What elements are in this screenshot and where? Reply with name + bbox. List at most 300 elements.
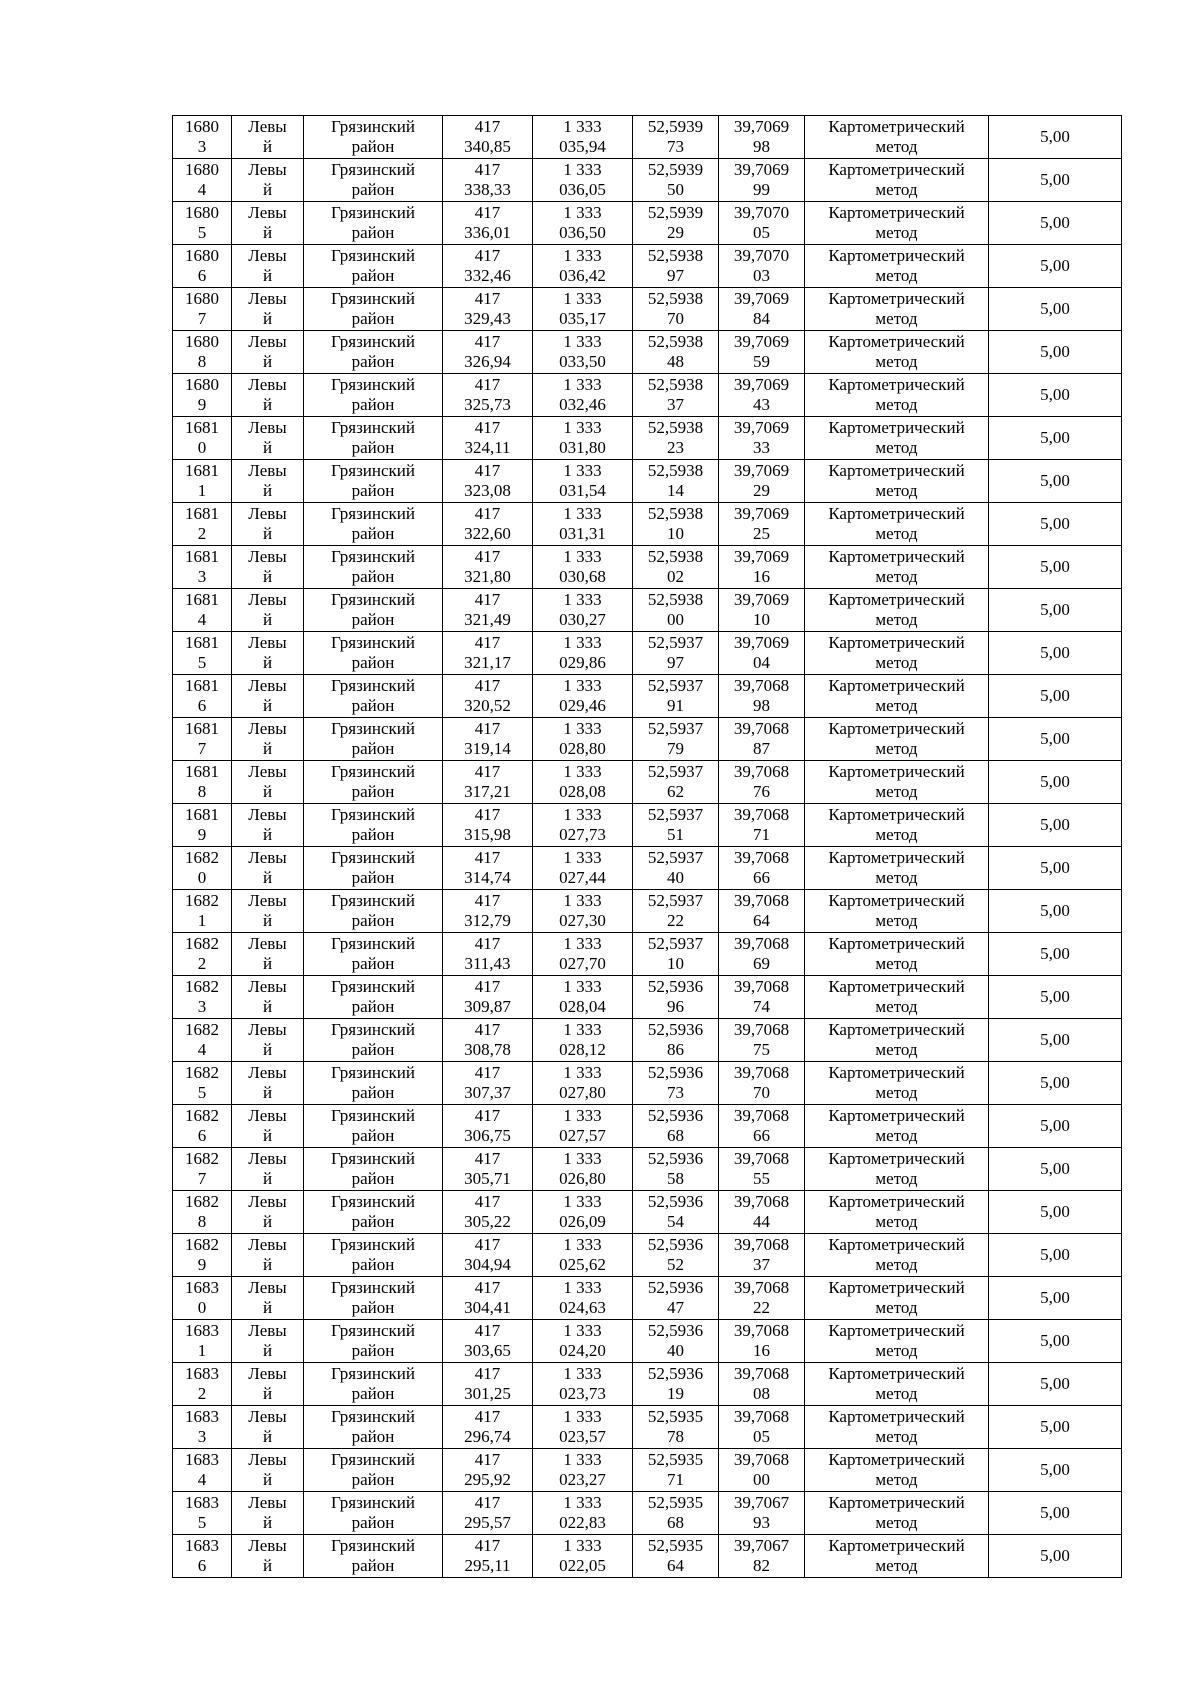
bank-side-cell-line-2: й — [262, 1341, 273, 1360]
point-number-cell-line-2: 7 — [197, 739, 207, 758]
latitude-cell-line-2: 54 — [667, 1212, 684, 1231]
point-number-cell-line-1: 1681 — [185, 461, 219, 480]
latitude-cell-line-1: 52,5938 — [647, 504, 704, 523]
district-cell-line-2: район — [351, 1298, 395, 1317]
y-coordinate-cell — [533, 847, 633, 890]
longitude-cell-line-1: 39,7068 — [733, 934, 790, 953]
point-number-cell-line-1: 1680 — [185, 117, 219, 136]
bank-side-cell-line-2: й — [262, 1298, 273, 1317]
method-cell-line-1: Картометрический — [828, 1536, 965, 1555]
accuracy-cell: 5,00 — [989, 417, 1122, 460]
bank-side-cell — [232, 1320, 304, 1363]
district-cell — [304, 890, 443, 933]
point-number-cell — [173, 847, 232, 890]
district-cell — [304, 546, 443, 589]
x-coordinate-cell-line-1: 417 — [474, 203, 501, 222]
latitude-cell-line-2: 23 — [667, 438, 684, 457]
x-coordinate-cell-line-1: 417 — [474, 160, 501, 179]
latitude-cell — [633, 159, 719, 202]
latitude-cell-line-2: 73 — [667, 137, 684, 156]
latitude-cell-line-1: 52,5938 — [647, 246, 704, 265]
x-coordinate-cell — [443, 460, 533, 503]
latitude-cell — [633, 1277, 719, 1320]
district-cell — [304, 1191, 443, 1234]
latitude-cell-line-1: 52,5938 — [647, 461, 704, 480]
method-cell-line-1: Картометрический — [828, 1364, 965, 1383]
longitude-cell-line-2: 66 — [753, 868, 770, 887]
district-cell — [304, 460, 443, 503]
x-coordinate-cell-line-1: 417 — [474, 891, 501, 910]
latitude-cell — [633, 847, 719, 890]
point-number-cell-line-2: 1 — [197, 911, 207, 930]
y-coordinate-cell — [533, 675, 633, 718]
latitude-cell — [633, 546, 719, 589]
latitude-cell-line-1: 52,5936 — [647, 1278, 704, 1297]
district-cell-line-1: Грязинский — [331, 676, 415, 695]
district-cell — [304, 804, 443, 847]
longitude-cell — [719, 675, 805, 718]
district-cell-line-2: район — [351, 1083, 395, 1102]
latitude-cell-line-2: 50 — [667, 180, 684, 199]
district-cell — [304, 331, 443, 374]
method-cell-line-1: Картометрический — [828, 1235, 965, 1254]
y-coordinate-cell — [533, 202, 633, 245]
longitude-cell — [719, 503, 805, 546]
table-row — [173, 1449, 1122, 1492]
point-number-cell — [173, 632, 232, 675]
point-number-cell-line-2: 3 — [197, 137, 207, 156]
accuracy-cell: 5,00 — [989, 245, 1122, 288]
point-number-cell-line-1: 1681 — [185, 762, 219, 781]
point-number-cell-line-1: 1683 — [185, 1321, 219, 1340]
latitude-cell-line-2: 64 — [667, 1556, 684, 1575]
latitude-cell — [633, 1535, 719, 1578]
point-number-cell — [173, 1062, 232, 1105]
longitude-cell-line-1: 39,7069 — [733, 504, 790, 523]
x-coordinate-cell-line-2: 315,98 — [464, 825, 511, 844]
latitude-cell — [633, 1191, 719, 1234]
bank-side-cell-line-1: Левы — [248, 1020, 287, 1039]
method-cell-line-2: метод — [875, 1126, 918, 1145]
bank-side-cell-line-2: й — [262, 610, 273, 629]
district-cell-line-1: Грязинский — [331, 160, 415, 179]
bank-side-cell — [232, 374, 304, 417]
method-cell-line-1: Картометрический — [828, 1321, 965, 1340]
x-coordinate-cell-line-1: 417 — [474, 1192, 501, 1211]
x-coordinate-cell-line-2: 311,43 — [464, 954, 511, 973]
x-coordinate-cell-line-2: 329,43 — [464, 309, 511, 328]
y-coordinate-cell-line-1: 1 333 — [563, 375, 602, 394]
bank-side-cell-line-1: Левы — [248, 375, 287, 394]
accuracy-cell: 5,00 — [989, 1062, 1122, 1105]
method-cell-line-2: метод — [875, 1040, 918, 1059]
y-coordinate-cell — [533, 1535, 633, 1578]
longitude-cell — [719, 589, 805, 632]
longitude-cell-line-2: 82 — [753, 1556, 770, 1575]
latitude-cell-line-2: 02 — [667, 567, 684, 586]
point-number-cell-line-1: 1682 — [185, 1149, 219, 1168]
district-cell-line-2: район — [351, 567, 395, 586]
accuracy-cell: 5,00 — [989, 675, 1122, 718]
longitude-cell-line-2: 87 — [753, 739, 770, 758]
longitude-cell-line-1: 39,7068 — [733, 1450, 790, 1469]
longitude-cell — [719, 374, 805, 417]
longitude-cell-line-2: 03 — [753, 266, 770, 285]
table-row — [173, 1148, 1122, 1191]
x-coordinate-cell-line-1: 417 — [474, 676, 501, 695]
longitude-cell-line-2: 10 — [753, 610, 770, 629]
point-number-cell-line-1: 1681 — [185, 805, 219, 824]
point-number-cell-line-1: 1682 — [185, 1235, 219, 1254]
x-coordinate-cell-line-1: 417 — [474, 1450, 501, 1469]
point-number-cell — [173, 1406, 232, 1449]
method-cell — [805, 417, 989, 460]
latitude-cell-line-1: 52,5936 — [647, 1235, 704, 1254]
bank-side-cell-line-1: Левы — [248, 848, 287, 867]
table-row — [173, 503, 1122, 546]
bank-side-cell — [232, 1363, 304, 1406]
district-cell-line-1: Грязинский — [331, 246, 415, 265]
latitude-cell-line-1: 52,5938 — [647, 375, 704, 394]
latitude-cell — [633, 288, 719, 331]
table-row — [173, 1535, 1122, 1578]
longitude-cell-line-2: 08 — [753, 1384, 770, 1403]
point-number-cell — [173, 675, 232, 718]
y-coordinate-cell-line-1: 1 333 — [563, 891, 602, 910]
point-number-cell-line-2: 4 — [197, 1470, 207, 1489]
method-cell-line-2: метод — [875, 1384, 918, 1403]
point-number-cell-line-1: 1681 — [185, 504, 219, 523]
x-coordinate-cell-line-1: 417 — [474, 977, 501, 996]
district-cell — [304, 589, 443, 632]
longitude-cell-line-1: 39,7068 — [733, 848, 790, 867]
method-cell — [805, 675, 989, 718]
y-coordinate-cell-line-2: 028,80 — [559, 739, 606, 758]
point-number-cell — [173, 159, 232, 202]
method-cell-line-1: Картометрический — [828, 1149, 965, 1168]
point-number-cell-line-2: 9 — [197, 825, 207, 844]
table-row — [173, 1062, 1122, 1105]
latitude-cell-line-2: 68 — [667, 1513, 684, 1532]
latitude-cell-line-1: 52,5935 — [647, 1536, 704, 1555]
longitude-cell-line-1: 39,7069 — [733, 160, 790, 179]
bank-side-cell-line-2: й — [262, 481, 273, 500]
latitude-cell — [633, 632, 719, 675]
bank-side-cell-line-1: Левы — [248, 1536, 287, 1555]
point-number-cell-line-2: 0 — [197, 868, 207, 887]
x-coordinate-cell-line-1: 417 — [474, 1278, 501, 1297]
x-coordinate-cell-line-2: 306,75 — [464, 1126, 511, 1145]
longitude-cell — [719, 1105, 805, 1148]
method-cell — [805, 632, 989, 675]
longitude-cell-line-1: 39,7068 — [733, 977, 790, 996]
table-row — [173, 847, 1122, 890]
y-coordinate-cell-line-1: 1 333 — [563, 1020, 602, 1039]
longitude-cell-line-1: 39,7068 — [733, 1149, 790, 1168]
district-cell-line-1: Грязинский — [331, 1106, 415, 1125]
district-cell-line-1: Грязинский — [331, 590, 415, 609]
latitude-cell — [633, 460, 719, 503]
bank-side-cell-line-2: й — [262, 223, 273, 242]
y-coordinate-cell — [533, 1148, 633, 1191]
x-coordinate-cell-line-2: 295,92 — [464, 1470, 511, 1489]
method-cell-line-2: метод — [875, 1513, 918, 1532]
district-cell-line-1: Грязинский — [331, 1321, 415, 1340]
x-coordinate-cell-line-1: 417 — [474, 1321, 501, 1340]
method-cell-line-2: метод — [875, 395, 918, 414]
y-coordinate-cell-line-2: 028,12 — [559, 1040, 606, 1059]
method-cell-line-1: Картометрический — [828, 418, 965, 437]
bank-side-cell-line-2: й — [262, 438, 273, 457]
latitude-cell-line-2: 97 — [667, 653, 684, 672]
y-coordinate-cell-line-1: 1 333 — [563, 160, 602, 179]
method-cell — [805, 1406, 989, 1449]
y-coordinate-cell-line-2: 027,73 — [559, 825, 606, 844]
bank-side-cell-line-1: Левы — [248, 117, 287, 136]
method-cell-line-2: метод — [875, 739, 918, 758]
table-row — [173, 116, 1122, 159]
district-cell-line-1: Грязинский — [331, 117, 415, 136]
district-cell — [304, 374, 443, 417]
y-coordinate-cell-line-1: 1 333 — [563, 848, 602, 867]
point-number-cell-line-1: 1680 — [185, 246, 219, 265]
method-cell — [805, 718, 989, 761]
longitude-cell-line-2: 00 — [753, 1470, 770, 1489]
y-coordinate-cell-line-2: 030,27 — [559, 610, 606, 629]
accuracy-cell: 5,00 — [989, 1406, 1122, 1449]
point-number-cell — [173, 976, 232, 1019]
point-number-cell-line-2: 2 — [197, 954, 207, 973]
district-cell-line-2: район — [351, 653, 395, 672]
y-coordinate-cell-line-1: 1 333 — [563, 633, 602, 652]
longitude-cell-line-2: 16 — [753, 567, 770, 586]
y-coordinate-cell — [533, 1234, 633, 1277]
x-coordinate-cell-line-2: 295,57 — [464, 1513, 511, 1532]
point-number-cell-line-2: 8 — [197, 1212, 207, 1231]
bank-side-cell-line-2: й — [262, 1040, 273, 1059]
method-cell — [805, 245, 989, 288]
x-coordinate-cell-line-2: 307,37 — [464, 1083, 511, 1102]
longitude-cell — [719, 933, 805, 976]
point-number-cell-line-1: 1681 — [185, 418, 219, 437]
latitude-cell — [633, 417, 719, 460]
bank-side-cell — [232, 933, 304, 976]
method-cell — [805, 331, 989, 374]
y-coordinate-cell-line-1: 1 333 — [563, 805, 602, 824]
x-coordinate-cell — [443, 116, 533, 159]
bank-side-cell-line-2: й — [262, 1126, 273, 1145]
method-cell-line-2: метод — [875, 782, 918, 801]
x-coordinate-cell-line-2: 326,94 — [464, 352, 511, 371]
longitude-cell-line-2: 37 — [753, 1255, 770, 1274]
bank-side-cell-line-1: Левы — [248, 633, 287, 652]
method-cell-line-2: метод — [875, 1169, 918, 1188]
longitude-cell — [719, 288, 805, 331]
x-coordinate-cell-line-2: 308,78 — [464, 1040, 511, 1059]
latitude-cell-line-1: 52,5937 — [647, 891, 704, 910]
latitude-cell-line-1: 52,5935 — [647, 1493, 704, 1512]
x-coordinate-cell — [443, 159, 533, 202]
latitude-cell-line-2: 19 — [667, 1384, 684, 1403]
latitude-cell-line-2: 86 — [667, 1040, 684, 1059]
bank-side-cell — [232, 1062, 304, 1105]
district-cell — [304, 1234, 443, 1277]
x-coordinate-cell — [443, 288, 533, 331]
bank-side-cell-line-2: й — [262, 524, 273, 543]
point-number-cell — [173, 718, 232, 761]
method-cell-line-2: метод — [875, 696, 918, 715]
longitude-cell — [719, 417, 805, 460]
point-number-cell-line-1: 1681 — [185, 719, 219, 738]
district-cell-line-1: Грязинский — [331, 805, 415, 824]
point-number-cell — [173, 331, 232, 374]
district-cell — [304, 761, 443, 804]
bank-side-cell — [232, 202, 304, 245]
y-coordinate-cell — [533, 589, 633, 632]
accuracy-cell: 5,00 — [989, 761, 1122, 804]
method-cell-line-2: метод — [875, 997, 918, 1016]
y-coordinate-cell — [533, 417, 633, 460]
accuracy-cell: 5,00 — [989, 546, 1122, 589]
longitude-cell-line-2: 04 — [753, 653, 770, 672]
y-coordinate-cell-line-1: 1 333 — [563, 547, 602, 566]
longitude-cell-line-2: 05 — [753, 1427, 770, 1446]
bank-side-cell-line-2: й — [262, 825, 273, 844]
accuracy-cell: 5,00 — [989, 890, 1122, 933]
point-number-cell-line-1: 1682 — [185, 934, 219, 953]
district-cell-line-1: Грязинский — [331, 848, 415, 867]
bank-side-cell-line-1: Левы — [248, 203, 287, 222]
district-cell-line-2: район — [351, 868, 395, 887]
bank-side-cell-line-1: Левы — [248, 590, 287, 609]
bank-side-cell-line-2: й — [262, 395, 273, 414]
x-coordinate-cell-line-1: 417 — [474, 1106, 501, 1125]
x-coordinate-cell-line-2: 321,17 — [464, 653, 511, 672]
district-cell-line-2: район — [351, 954, 395, 973]
district-cell-line-1: Грязинский — [331, 762, 415, 781]
point-number-cell-line-1: 1681 — [185, 547, 219, 566]
method-cell — [805, 1449, 989, 1492]
longitude-cell-line-2: 64 — [753, 911, 770, 930]
bank-side-cell-line-1: Левы — [248, 676, 287, 695]
district-cell-line-1: Грязинский — [331, 461, 415, 480]
latitude-cell-line-2: 37 — [667, 395, 684, 414]
longitude-cell — [719, 1277, 805, 1320]
accuracy-cell: 5,00 — [989, 1105, 1122, 1148]
accuracy-cell: 5,00 — [989, 589, 1122, 632]
x-coordinate-cell — [443, 890, 533, 933]
point-number-cell-line-2: 3 — [197, 567, 207, 586]
latitude-cell-line-1: 52,5936 — [647, 1321, 704, 1340]
x-coordinate-cell-line-1: 417 — [474, 547, 501, 566]
x-coordinate-cell-line-1: 417 — [474, 1407, 501, 1426]
longitude-cell-line-1: 39,7069 — [733, 375, 790, 394]
point-number-cell — [173, 1148, 232, 1191]
latitude-cell — [633, 1492, 719, 1535]
point-number-cell — [173, 761, 232, 804]
y-coordinate-cell-line-2: 036,50 — [559, 223, 606, 242]
point-number-cell-line-2: 8 — [197, 352, 207, 371]
latitude-cell-line-1: 52,5939 — [647, 160, 704, 179]
y-coordinate-cell-line-1: 1 333 — [563, 1063, 602, 1082]
method-cell-line-1: Картометрический — [828, 1106, 965, 1125]
latitude-cell — [633, 503, 719, 546]
method-cell — [805, 1234, 989, 1277]
longitude-cell-line-1: 39,7068 — [733, 1235, 790, 1254]
x-coordinate-cell-line-2: 305,71 — [464, 1169, 511, 1188]
x-coordinate-cell-line-2: 336,01 — [464, 223, 511, 242]
table-row — [173, 374, 1122, 417]
district-cell-line-2: район — [351, 223, 395, 242]
method-cell-line-1: Картометрический — [828, 246, 965, 265]
bank-side-cell — [232, 675, 304, 718]
y-coordinate-cell-line-2: 036,42 — [559, 266, 606, 285]
y-coordinate-cell — [533, 632, 633, 675]
method-cell-line-1: Картометрический — [828, 203, 965, 222]
point-number-cell-line-2: 6 — [197, 266, 207, 285]
table-row — [173, 1363, 1122, 1406]
district-cell — [304, 245, 443, 288]
bank-side-cell-line-2: й — [262, 1083, 273, 1102]
table-row — [173, 1320, 1122, 1363]
bank-side-cell-line-1: Левы — [248, 160, 287, 179]
bank-side-cell — [232, 1406, 304, 1449]
y-coordinate-cell-line-2: 031,80 — [559, 438, 606, 457]
district-cell — [304, 503, 443, 546]
longitude-cell-line-2: 76 — [753, 782, 770, 801]
x-coordinate-cell-line-1: 417 — [474, 246, 501, 265]
accuracy-cell: 5,00 — [989, 331, 1122, 374]
bank-side-cell — [232, 460, 304, 503]
point-number-cell-line-2: 9 — [197, 1255, 207, 1274]
x-coordinate-cell — [443, 245, 533, 288]
accuracy-cell: 5,00 — [989, 159, 1122, 202]
y-coordinate-cell — [533, 890, 633, 933]
latitude-cell-line-2: 68 — [667, 1126, 684, 1145]
point-number-cell-line-2: 7 — [197, 309, 207, 328]
x-coordinate-cell-line-2: 296,74 — [464, 1427, 511, 1446]
longitude-cell — [719, 1535, 805, 1578]
longitude-cell-line-1: 39,7070 — [733, 246, 790, 265]
longitude-cell — [719, 1320, 805, 1363]
x-coordinate-cell-line-2: 314,74 — [464, 868, 511, 887]
point-number-cell — [173, 804, 232, 847]
x-coordinate-cell-line-1: 417 — [474, 1063, 501, 1082]
point-number-cell — [173, 374, 232, 417]
longitude-cell — [719, 1191, 805, 1234]
point-number-cell-line-1: 1682 — [185, 1063, 219, 1082]
y-coordinate-cell-line-2: 022,83 — [559, 1513, 606, 1532]
latitude-cell-line-1: 52,5936 — [647, 1063, 704, 1082]
bank-side-cell-line-2: й — [262, 266, 273, 285]
latitude-cell-line-2: 29 — [667, 223, 684, 242]
district-cell-line-1: Грязинский — [331, 1407, 415, 1426]
longitude-cell — [719, 159, 805, 202]
table-row — [173, 933, 1122, 976]
accuracy-cell: 5,00 — [989, 288, 1122, 331]
point-number-cell-line-2: 5 — [197, 1083, 207, 1102]
x-coordinate-cell-line-2: 295,11 — [464, 1556, 511, 1575]
table-row — [173, 202, 1122, 245]
longitude-cell-line-1: 39,7069 — [733, 418, 790, 437]
point-number-cell — [173, 1535, 232, 1578]
method-cell-line-1: Картометрический — [828, 633, 965, 652]
bank-side-cell-line-2: й — [262, 309, 273, 328]
district-cell — [304, 1449, 443, 1492]
point-number-cell — [173, 116, 232, 159]
district-cell — [304, 1062, 443, 1105]
longitude-cell-line-1: 39,7068 — [733, 1106, 790, 1125]
